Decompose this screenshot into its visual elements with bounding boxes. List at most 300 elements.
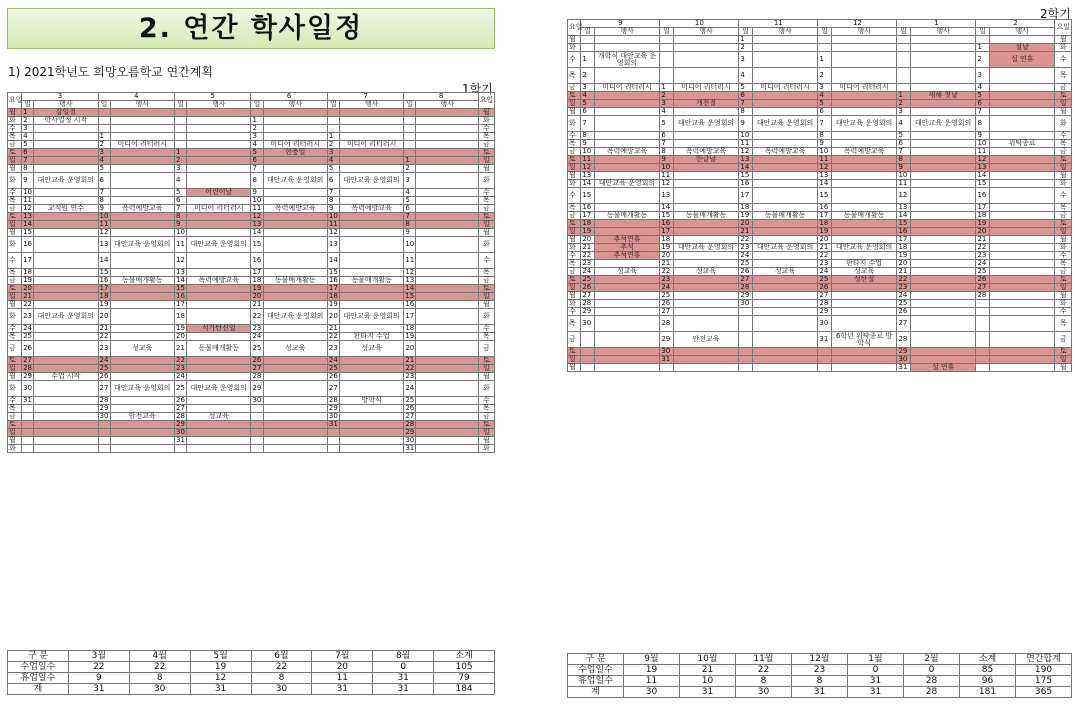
- month-header: 5: [174, 93, 250, 101]
- day-cell: [404, 141, 416, 149]
- event-cell: 동물매개활동: [673, 212, 739, 220]
- day-cell: 3: [660, 100, 673, 108]
- dow-cell: 월: [8, 373, 22, 381]
- day-cell: 4: [581, 92, 594, 100]
- dow-cell: 토: [568, 92, 581, 100]
- day-cell: 21: [174, 341, 186, 357]
- dow-cell-right: 수: [478, 325, 494, 333]
- dow-cell: 토: [568, 276, 581, 284]
- summary-header-cell: 4월: [129, 651, 190, 662]
- day-cell: 18: [405, 324, 415, 332]
- day-cell: 13: [739, 156, 752, 164]
- summary-header-cell: 6월: [251, 651, 312, 662]
- summary-value-cell: 22: [736, 665, 792, 676]
- event-cell: [187, 221, 251, 229]
- dow-cell-right: 일: [1055, 164, 1072, 172]
- day-cell: 24: [404, 381, 416, 397]
- event-cell: [339, 253, 403, 269]
- summary-value-cell: 31: [848, 687, 904, 698]
- dow-cell: 금: [568, 148, 581, 156]
- day-cell: 19: [405, 332, 415, 340]
- event-cell: 안전교육: [673, 332, 739, 348]
- day-cell: 25: [897, 300, 910, 308]
- day-cell: 29: [660, 332, 673, 348]
- day-cell: 19: [581, 228, 594, 236]
- day-cell: 4: [739, 68, 752, 84]
- day-cell: 1: [897, 92, 910, 100]
- event-cell: [339, 165, 403, 173]
- event-cell: [989, 284, 1055, 292]
- event-cell: [673, 364, 739, 372]
- event-cell: [673, 292, 739, 300]
- summary-value-cell: 8: [736, 676, 792, 687]
- event-cell: [110, 397, 174, 405]
- event-cell: [416, 413, 478, 421]
- event-cell: 삼일절: [34, 109, 98, 117]
- event-cell: [416, 165, 478, 173]
- day-cell: 8: [976, 116, 989, 132]
- day-cell: 20: [660, 252, 673, 260]
- day-cell: 27: [405, 412, 415, 420]
- calendar-row: [8, 173, 495, 189]
- day-cell: 8: [174, 213, 186, 221]
- dow-cell-right: 토: [1055, 92, 1072, 100]
- day-cell: 9: [22, 173, 34, 189]
- dow-cell-right: 수: [1055, 308, 1072, 316]
- event-cell: [416, 437, 478, 445]
- event-cell: [187, 437, 251, 445]
- event-cell: [110, 125, 174, 133]
- day-cell: 24: [897, 292, 910, 300]
- event-cell: [752, 308, 818, 316]
- day-cell: [404, 117, 416, 125]
- dow-cell-right: 목: [478, 269, 494, 277]
- day-cell: 30: [252, 396, 262, 404]
- event-cell: [34, 229, 98, 237]
- day-cell: 2: [739, 44, 752, 52]
- event-cell: [910, 100, 976, 108]
- day-cell: 19: [897, 252, 910, 260]
- event-cell: [416, 445, 478, 453]
- event-header: 행사: [187, 101, 251, 109]
- event-header: 행사: [416, 101, 478, 109]
- dow-cell-right: 토: [478, 357, 494, 365]
- event-cell: [910, 180, 976, 188]
- event-cell: [187, 421, 251, 429]
- summary-value-cell: 184: [434, 684, 495, 695]
- day-cell: 22: [328, 332, 338, 340]
- day-cell: 23: [897, 284, 910, 292]
- day-cell: 16: [976, 188, 989, 204]
- event-cell: 미디어 리터러시: [187, 205, 251, 213]
- summary-value-cell: 96: [960, 676, 1016, 687]
- day-cell: 15: [175, 284, 185, 292]
- event-cell: [416, 301, 478, 309]
- event-cell: [187, 293, 251, 301]
- day-cell: 9: [251, 189, 263, 197]
- day-cell: 3: [404, 173, 416, 189]
- event-cell: [910, 220, 976, 228]
- event-cell: [110, 365, 174, 373]
- day-cell: 14: [405, 284, 415, 292]
- event-cell: [673, 36, 739, 44]
- calendar-row: [8, 205, 495, 213]
- event-cell: [416, 157, 478, 165]
- event-cell: [34, 253, 98, 269]
- day-cell: 14: [327, 253, 339, 269]
- summary-value-cell: 28: [904, 676, 960, 687]
- day-cell: 6: [251, 157, 263, 165]
- event-cell: [989, 356, 1055, 364]
- event-cell: [989, 164, 1055, 172]
- day-cell: 18: [976, 212, 989, 220]
- event-cell: [594, 300, 660, 308]
- day-cell: 11: [976, 148, 989, 156]
- day-cell: 16: [99, 276, 109, 284]
- dow-cell: 토: [568, 156, 581, 164]
- event-cell: 동물매개활동: [110, 277, 174, 285]
- event-header: 행사: [263, 101, 327, 109]
- day-cell: 30: [405, 436, 415, 444]
- dow-cell: 목: [8, 133, 22, 141]
- event-cell: [263, 253, 327, 269]
- day-header: 일: [404, 101, 416, 109]
- event-cell: [339, 157, 403, 165]
- day-cell: 20: [23, 284, 32, 292]
- event-cell: [339, 189, 403, 197]
- event-cell: 설 연휴: [989, 52, 1055, 68]
- event-cell: [110, 421, 174, 429]
- day-cell: 12: [252, 212, 262, 220]
- event-cell: [752, 52, 818, 68]
- calendar-row: [568, 364, 1072, 372]
- day-cell: 15: [405, 292, 415, 300]
- calendar-row: [8, 437, 495, 445]
- dow-cell-right: 목: [478, 333, 494, 341]
- day-cell: [251, 413, 263, 421]
- day-cell: 22: [581, 252, 594, 260]
- event-cell: [831, 132, 897, 140]
- day-cell: 25: [251, 341, 263, 357]
- event-cell: 설 연휴: [910, 364, 976, 372]
- dow-cell: 금: [568, 268, 581, 276]
- day-cell: 14: [818, 180, 831, 188]
- summary-value-cell: 9: [68, 673, 129, 684]
- event-cell: [910, 44, 976, 52]
- summary-value-cell: 0: [848, 665, 904, 676]
- summary-header-cell: 연간합계: [1016, 654, 1072, 665]
- day-cell: 28: [660, 316, 673, 332]
- dow-cell: 월: [568, 292, 581, 300]
- day-cell: [327, 117, 339, 125]
- day-cell: 6: [174, 197, 186, 205]
- day-cell: 15: [99, 268, 109, 276]
- event-cell: [416, 125, 478, 133]
- event-cell: [752, 188, 818, 204]
- dow-cell: 수: [8, 253, 22, 269]
- event-cell: [34, 397, 98, 405]
- event-cell: [594, 364, 660, 372]
- event-cell: [339, 421, 403, 429]
- day-cell: 20: [818, 236, 831, 244]
- dow-cell-right: 일: [1055, 100, 1072, 108]
- event-cell: [752, 92, 818, 100]
- event-cell: [831, 188, 897, 204]
- event-cell: [34, 341, 98, 357]
- dow-cell-right: 화: [478, 117, 494, 125]
- day-cell: 15: [251, 237, 263, 253]
- dow-header: 요일: [8, 93, 22, 109]
- day-header: 일: [581, 28, 594, 36]
- event-cell: [910, 316, 976, 332]
- day-cell: 11: [23, 196, 32, 204]
- event-cell: [673, 348, 739, 356]
- event-cell: 교직원 연수: [34, 205, 98, 213]
- day-cell: 16: [739, 180, 752, 188]
- event-cell: [752, 108, 818, 116]
- event-cell: 대안교육 운영회의: [187, 237, 251, 253]
- event-cell: [910, 236, 976, 244]
- event-cell: [594, 100, 660, 108]
- event-cell: [989, 236, 1055, 244]
- event-cell: [187, 373, 251, 381]
- day-cell: 2: [251, 125, 263, 133]
- event-cell: [831, 364, 897, 372]
- summary-label-cell: 수업일수: [8, 662, 69, 673]
- day-cell: 7: [251, 165, 263, 173]
- event-cell: [110, 253, 174, 269]
- dow-cell: 일: [568, 228, 581, 236]
- event-cell: [416, 293, 478, 301]
- day-cell: 30: [660, 348, 673, 356]
- day-cell: [739, 316, 752, 332]
- day-cell: 7: [22, 157, 34, 165]
- event-cell: [339, 445, 403, 453]
- day-cell: [22, 413, 34, 421]
- day-cell: 7: [174, 205, 186, 213]
- day-cell: 30: [22, 381, 34, 397]
- event-cell: [263, 397, 327, 405]
- summary-value-cell: 8: [129, 673, 190, 684]
- event-cell: [34, 413, 98, 421]
- event-cell: [831, 68, 897, 84]
- day-cell: [739, 348, 752, 356]
- event-cell: [752, 132, 818, 140]
- day-cell: 27: [581, 292, 594, 300]
- dow-cell-right: 월: [478, 229, 494, 237]
- dow-cell: 월: [568, 364, 581, 372]
- day-cell: 6: [22, 149, 34, 157]
- event-cell: 추석: [594, 244, 660, 252]
- day-cell: 11: [739, 140, 752, 148]
- calendar-row: [8, 237, 495, 253]
- event-cell: [989, 268, 1055, 276]
- event-cell: [594, 356, 660, 364]
- event-cell: [673, 180, 739, 188]
- day-cell: 21: [252, 300, 262, 308]
- event-cell: [416, 405, 478, 413]
- event-cell: [110, 157, 174, 165]
- day-cell: [976, 300, 989, 308]
- dow-cell-right: 화: [478, 445, 494, 453]
- day-cell: [976, 316, 989, 332]
- day-cell: 27: [327, 381, 339, 397]
- event-cell: [673, 164, 739, 172]
- event-cell: 대안교육 운영회의: [831, 244, 897, 252]
- dow-cell: 화: [8, 117, 22, 125]
- day-cell: 14: [581, 180, 594, 188]
- day-cell: 8: [818, 132, 831, 140]
- event-cell: [187, 309, 251, 325]
- dow-cell: 수: [568, 52, 581, 68]
- day-cell: 26: [252, 356, 262, 364]
- day-cell: 22: [897, 276, 910, 284]
- event-cell: [594, 68, 660, 84]
- day-cell: 30: [175, 428, 185, 436]
- day-cell: 3: [739, 52, 752, 68]
- event-cell: [989, 180, 1055, 188]
- event-cell: [910, 148, 976, 156]
- dow-cell-right: 일: [478, 293, 494, 301]
- event-cell: [110, 301, 174, 309]
- day-cell: 20: [252, 292, 262, 300]
- event-cell: [989, 292, 1055, 300]
- event-cell: [910, 252, 976, 260]
- dow-cell: 화: [8, 237, 22, 253]
- dow-cell-right: 토: [1055, 156, 1072, 164]
- day-cell: 12: [405, 268, 415, 276]
- summary-value-cell: 21: [680, 665, 736, 676]
- dow-cell-right: 수: [1055, 188, 1072, 204]
- dow-cell: 화: [8, 173, 22, 189]
- event-cell: [989, 172, 1055, 180]
- dow-cell-right: 일: [1055, 356, 1072, 364]
- calendar-row: [568, 316, 1072, 332]
- day-cell: 5: [739, 84, 752, 92]
- event-cell: [416, 325, 478, 333]
- summary-value-cell: 31: [792, 687, 848, 698]
- event-cell: [673, 188, 739, 204]
- event-cell: [416, 253, 478, 269]
- dow-cell: 화: [568, 116, 581, 132]
- day-cell: 6: [660, 132, 673, 140]
- day-cell: 11: [174, 237, 186, 253]
- day-cell: 31: [818, 332, 831, 348]
- event-cell: [339, 365, 403, 373]
- event-cell: [416, 381, 478, 397]
- day-cell: 17: [818, 212, 831, 220]
- day-cell: [897, 44, 910, 52]
- dow-cell: 수: [568, 308, 581, 316]
- event-cell: 설날: [989, 44, 1055, 52]
- day-cell: [739, 364, 752, 372]
- dow-cell-right: 월: [478, 373, 494, 381]
- event-cell: [263, 157, 327, 165]
- day-cell: 27: [976, 284, 989, 292]
- event-cell: [34, 437, 98, 445]
- event-cell: [673, 300, 739, 308]
- day-cell: 18: [897, 244, 910, 252]
- event-header: 행사: [752, 28, 818, 36]
- event-cell: 미디어 리터러시: [831, 84, 897, 92]
- summary-value-cell: 11: [624, 676, 680, 687]
- summary-value-cell: 30: [251, 684, 312, 695]
- day-cell: 9: [327, 205, 339, 213]
- dow-cell: 월: [568, 36, 581, 44]
- day-cell: 22: [405, 364, 415, 372]
- day-cell: 9: [976, 132, 989, 140]
- dow-cell-right: 목: [478, 133, 494, 141]
- event-cell: [34, 277, 98, 285]
- event-cell: 대안교육 운영회의: [673, 244, 739, 252]
- event-cell: [673, 252, 739, 260]
- event-cell: 동물매개활동: [831, 212, 897, 220]
- event-cell: [187, 173, 251, 189]
- day-cell: [581, 36, 594, 44]
- dow-cell-right: 금: [1055, 268, 1072, 276]
- event-cell: 한글날: [673, 156, 739, 164]
- day-cell: 17: [328, 284, 338, 292]
- day-cell: 23: [660, 276, 673, 284]
- day-cell: 6: [98, 173, 110, 189]
- calendar-row: [8, 365, 495, 373]
- day-cell: 13: [175, 268, 185, 276]
- event-cell: [263, 285, 327, 293]
- event-header: 행사: [339, 101, 403, 109]
- calendar-row: [568, 36, 1072, 44]
- day-header: 일: [660, 28, 673, 36]
- day-cell: 24: [818, 268, 831, 276]
- dow-cell: 일: [8, 365, 22, 373]
- event-cell: [989, 348, 1055, 356]
- day-cell: 21: [818, 244, 831, 252]
- dow-cell-right: 토: [478, 421, 494, 429]
- day-cell: [251, 437, 263, 445]
- event-cell: 새해 첫날: [910, 92, 976, 100]
- day-cell: 30: [739, 300, 752, 308]
- day-cell: 19: [818, 228, 831, 236]
- event-cell: [110, 117, 174, 125]
- event-cell: [416, 429, 478, 437]
- event-cell: [263, 381, 327, 397]
- event-cell: [339, 285, 403, 293]
- day-cell: 9: [818, 140, 831, 148]
- event-cell: [752, 356, 818, 364]
- day-cell: 13: [327, 237, 339, 253]
- dow-cell-right: 금: [478, 413, 494, 421]
- dow-cell: 수: [568, 252, 581, 260]
- day-cell: 2: [98, 141, 110, 149]
- event-cell: [910, 228, 976, 236]
- calendar-row: [8, 413, 495, 421]
- event-cell: 대안교육 운영회의: [34, 309, 98, 325]
- day-cell: 17: [581, 212, 594, 220]
- day-cell: 18: [252, 276, 262, 284]
- day-cell: [174, 117, 186, 125]
- day-cell: 4: [404, 189, 416, 197]
- day-cell: 26: [581, 284, 594, 292]
- dow-cell-right: 화: [1055, 244, 1072, 252]
- day-cell: 14: [660, 204, 673, 212]
- day-cell: 23: [175, 364, 185, 372]
- event-cell: [752, 156, 818, 164]
- event-cell: [910, 212, 976, 220]
- summary-value-cell: 19: [190, 662, 251, 673]
- event-cell: [416, 205, 478, 213]
- event-cell: 폭력예방교육: [831, 148, 897, 156]
- dow-cell-right: 화: [478, 309, 494, 325]
- dow-cell-right: 금: [1055, 332, 1072, 348]
